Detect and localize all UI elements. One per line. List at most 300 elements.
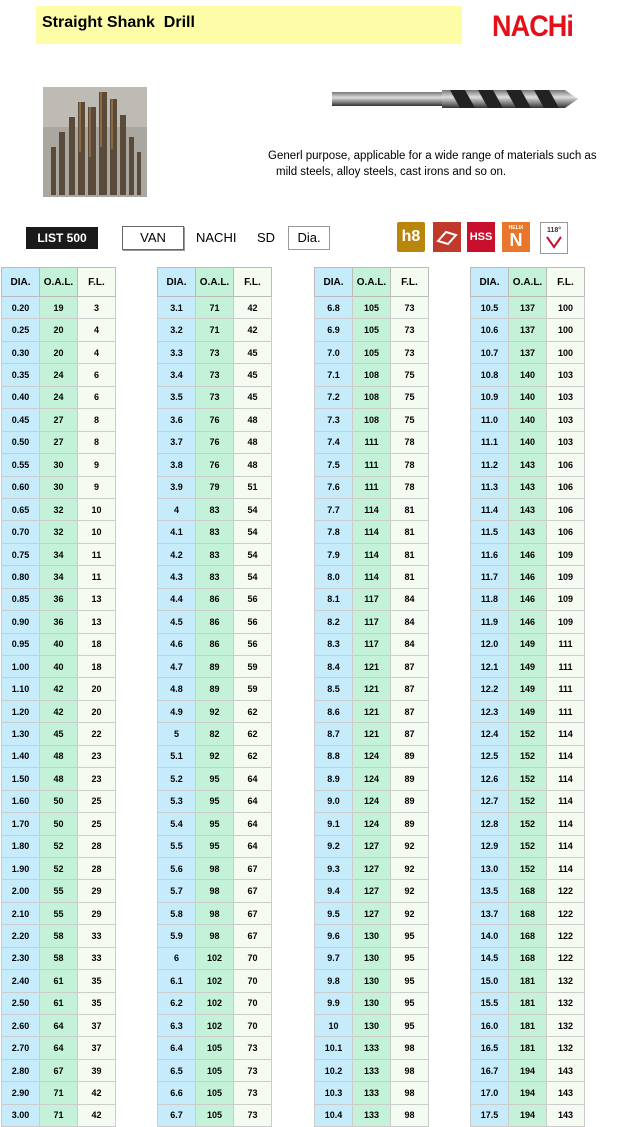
oal-cell: 181 xyxy=(509,970,547,992)
table-row xyxy=(315,431,429,453)
header-fl: F.L. xyxy=(78,268,116,297)
fl-cell: 92 xyxy=(391,835,429,857)
fl-cell: 20 xyxy=(78,700,116,722)
oal-cell: 124 xyxy=(353,790,391,812)
dia-cell: 11.6 xyxy=(471,543,509,565)
oal-cell: 152 xyxy=(509,857,547,879)
fl-cell: 75 xyxy=(391,364,429,386)
table-row xyxy=(2,1104,116,1126)
dia-cell: 3.4 xyxy=(158,364,196,386)
fl-cell: 9 xyxy=(78,476,116,498)
dia-cell: 6.1 xyxy=(158,970,196,992)
oal-cell: 86 xyxy=(196,611,234,633)
fl-cell: 106 xyxy=(547,498,585,520)
table-row xyxy=(158,386,272,408)
fl-cell: 103 xyxy=(547,431,585,453)
table-row xyxy=(315,902,429,924)
oal-cell: 124 xyxy=(353,768,391,790)
description xyxy=(268,148,618,180)
dia-cell: 5.6 xyxy=(158,857,196,879)
oal-cell: 98 xyxy=(196,857,234,879)
table-row xyxy=(315,521,429,543)
fl-cell: 95 xyxy=(391,925,429,947)
oal-cell: 20 xyxy=(40,341,78,363)
table-row xyxy=(315,476,429,498)
fl-cell: 3 xyxy=(78,297,116,319)
oal-cell: 117 xyxy=(353,588,391,610)
table-row xyxy=(158,409,272,431)
oal-cell: 114 xyxy=(353,498,391,520)
table-row xyxy=(471,857,585,879)
table-row xyxy=(471,521,585,543)
oal-cell: 71 xyxy=(40,1104,78,1126)
fl-cell: 35 xyxy=(78,992,116,1014)
table-row xyxy=(158,813,272,835)
fl-cell: 73 xyxy=(234,1104,272,1126)
oal-cell: 117 xyxy=(353,633,391,655)
oal-cell: 105 xyxy=(196,1082,234,1104)
table-row xyxy=(471,656,585,678)
oal-cell: 111 xyxy=(353,454,391,476)
dia-cell: 2.90 xyxy=(2,1082,40,1104)
oal-cell: 36 xyxy=(40,611,78,633)
oal-cell: 105 xyxy=(196,1037,234,1059)
dia-cell: 12.5 xyxy=(471,745,509,767)
dia-cell: 8.3 xyxy=(315,633,353,655)
drill-illustration xyxy=(330,84,580,114)
fl-cell: 122 xyxy=(547,947,585,969)
dia-cell: 7.2 xyxy=(315,386,353,408)
oal-cell: 114 xyxy=(353,566,391,588)
dia-cell: 7.4 xyxy=(315,431,353,453)
dia-cell: 15.0 xyxy=(471,970,509,992)
header-oal: O.A.L. xyxy=(509,268,547,297)
oal-cell: 50 xyxy=(40,813,78,835)
oal-cell: 32 xyxy=(40,521,78,543)
oal-cell: 89 xyxy=(196,656,234,678)
table-row xyxy=(158,431,272,453)
oal-cell: 108 xyxy=(353,364,391,386)
dia-cell: 11.3 xyxy=(471,476,509,498)
dia-cell: 7.8 xyxy=(315,521,353,543)
fl-cell: 11 xyxy=(78,543,116,565)
fl-cell: 87 xyxy=(391,723,429,745)
oal-cell: 64 xyxy=(40,1015,78,1037)
table-row xyxy=(315,319,429,341)
oal-cell: 181 xyxy=(509,1015,547,1037)
fl-cell: 84 xyxy=(391,633,429,655)
fl-cell: 95 xyxy=(391,992,429,1014)
oal-cell: 127 xyxy=(353,880,391,902)
oal-cell: 143 xyxy=(509,476,547,498)
oal-cell: 133 xyxy=(353,1104,391,1126)
table-row xyxy=(2,992,116,1014)
fl-cell: 8 xyxy=(78,409,116,431)
fl-cell: 103 xyxy=(547,409,585,431)
dia-cell: 11.0 xyxy=(471,409,509,431)
dia-cell: 4.4 xyxy=(158,588,196,610)
fl-cell: 103 xyxy=(547,364,585,386)
table-header-row xyxy=(315,268,429,297)
table-row xyxy=(315,386,429,408)
dia-cell: 3.3 xyxy=(158,341,196,363)
dia-cell: 5.2 xyxy=(158,768,196,790)
table-row xyxy=(2,588,116,610)
dia-cell: 6.5 xyxy=(158,1059,196,1081)
oal-cell: 36 xyxy=(40,588,78,610)
dia-cell: 0.90 xyxy=(2,611,40,633)
dia-cell: 1.30 xyxy=(2,723,40,745)
header-dia: DIA. xyxy=(315,268,353,297)
oal-cell: 149 xyxy=(509,656,547,678)
dia-cell: 4 xyxy=(158,498,196,520)
oal-cell: 73 xyxy=(196,341,234,363)
oal-cell: 130 xyxy=(353,947,391,969)
oal-cell: 34 xyxy=(40,543,78,565)
fl-cell: 114 xyxy=(547,790,585,812)
dia-cell: 11.2 xyxy=(471,454,509,476)
dia-cell: 4.8 xyxy=(158,678,196,700)
dia-cell: 9.2 xyxy=(315,835,353,857)
oal-cell: 108 xyxy=(353,386,391,408)
fl-cell: 109 xyxy=(547,566,585,588)
fl-cell: 29 xyxy=(78,880,116,902)
dia-cell: 9.6 xyxy=(315,925,353,947)
table-row xyxy=(315,768,429,790)
table-row xyxy=(2,409,116,431)
table-row xyxy=(315,790,429,812)
table-row xyxy=(471,611,585,633)
table-row xyxy=(2,835,116,857)
fl-cell: 114 xyxy=(547,813,585,835)
dia-cell: 12.8 xyxy=(471,813,509,835)
dia-cell: 8.9 xyxy=(315,768,353,790)
dia-cell: 11.9 xyxy=(471,611,509,633)
header-fl: F.L. xyxy=(391,268,429,297)
description-line-2: mild steels, alloy steels, cast irons and so on. xyxy=(276,166,507,178)
oal-cell: 149 xyxy=(509,633,547,655)
oal-cell: 133 xyxy=(353,1037,391,1059)
size-table-4 xyxy=(470,267,585,1127)
oal-cell: 73 xyxy=(196,386,234,408)
table-row xyxy=(158,656,272,678)
fl-cell: 81 xyxy=(391,543,429,565)
oal-cell: 117 xyxy=(353,611,391,633)
table-row xyxy=(471,768,585,790)
fl-cell: 6 xyxy=(78,364,116,386)
oal-cell: 127 xyxy=(353,857,391,879)
dia-cell: 2.00 xyxy=(2,880,40,902)
fl-cell: 106 xyxy=(547,521,585,543)
point-angle-118-icon xyxy=(540,222,568,254)
fl-cell: 75 xyxy=(391,409,429,431)
fl-cell: 25 xyxy=(78,813,116,835)
oal-cell: 143 xyxy=(509,498,547,520)
table-row xyxy=(315,454,429,476)
oal-cell: 105 xyxy=(353,297,391,319)
oal-cell: 71 xyxy=(196,319,234,341)
oal-cell: 42 xyxy=(40,678,78,700)
oal-cell: 108 xyxy=(353,409,391,431)
dia-box: Dia. xyxy=(288,226,330,250)
dia-cell: 8.6 xyxy=(315,700,353,722)
table-row xyxy=(158,633,272,655)
table-row xyxy=(158,1104,272,1126)
oal-cell: 111 xyxy=(353,476,391,498)
dia-cell: 0.50 xyxy=(2,431,40,453)
fl-cell: 84 xyxy=(391,588,429,610)
oal-cell: 95 xyxy=(196,813,234,835)
dia-cell: 10.5 xyxy=(471,297,509,319)
table-row xyxy=(2,297,116,319)
fl-cell: 100 xyxy=(547,341,585,363)
fl-cell: 70 xyxy=(234,970,272,992)
dia-cell: 9.0 xyxy=(315,790,353,812)
table-row xyxy=(2,790,116,812)
fl-cell: 78 xyxy=(391,454,429,476)
dia-cell: 5 xyxy=(158,723,196,745)
fl-cell: 10 xyxy=(78,498,116,520)
table-row xyxy=(2,1037,116,1059)
table-row xyxy=(2,521,116,543)
dia-cell: 2.60 xyxy=(2,1015,40,1037)
oal-cell: 58 xyxy=(40,947,78,969)
fl-cell: 18 xyxy=(78,633,116,655)
fl-cell: 62 xyxy=(234,723,272,745)
dia-cell: 6.8 xyxy=(315,297,353,319)
table-row xyxy=(2,723,116,745)
fl-cell: 56 xyxy=(234,611,272,633)
oal-cell: 114 xyxy=(353,521,391,543)
fl-cell: 23 xyxy=(78,745,116,767)
oal-cell: 34 xyxy=(40,566,78,588)
table-row xyxy=(158,319,272,341)
table-row xyxy=(2,543,116,565)
fl-cell: 67 xyxy=(234,857,272,879)
dia-cell: 1.00 xyxy=(2,656,40,678)
fl-cell: 111 xyxy=(547,700,585,722)
dia-cell: 4.1 xyxy=(158,521,196,543)
fl-cell: 87 xyxy=(391,678,429,700)
table-row xyxy=(471,633,585,655)
dia-cell: 1.90 xyxy=(2,857,40,879)
oal-cell: 102 xyxy=(196,947,234,969)
dia-cell: 1.70 xyxy=(2,813,40,835)
fl-cell: 73 xyxy=(391,341,429,363)
oal-cell: 24 xyxy=(40,364,78,386)
table-row xyxy=(2,745,116,767)
fl-cell: 132 xyxy=(547,1015,585,1037)
oal-cell: 111 xyxy=(353,431,391,453)
oal-cell: 121 xyxy=(353,700,391,722)
dia-cell: 1.40 xyxy=(2,745,40,767)
table-row xyxy=(315,341,429,363)
dia-cell: 7.9 xyxy=(315,543,353,565)
fl-cell: 109 xyxy=(547,588,585,610)
dia-cell: 1.20 xyxy=(2,700,40,722)
table-row xyxy=(315,297,429,319)
table-row xyxy=(158,611,272,633)
fl-cell: 98 xyxy=(391,1037,429,1059)
oal-cell: 114 xyxy=(353,543,391,565)
dia-cell: 8.0 xyxy=(315,566,353,588)
table-row xyxy=(315,700,429,722)
fl-cell: 62 xyxy=(234,700,272,722)
dia-cell: 3.2 xyxy=(158,319,196,341)
dia-cell: 5.4 xyxy=(158,813,196,835)
table-row xyxy=(315,813,429,835)
dia-cell: 2.80 xyxy=(2,1059,40,1081)
oal-cell: 55 xyxy=(40,880,78,902)
page-title: Straight Shank Drill xyxy=(42,14,195,31)
oal-cell: 48 xyxy=(40,768,78,790)
table-row xyxy=(471,947,585,969)
header-dia: DIA. xyxy=(471,268,509,297)
dia-cell: 6.9 xyxy=(315,319,353,341)
table-row xyxy=(2,768,116,790)
oal-cell: 168 xyxy=(509,947,547,969)
oal-cell: 146 xyxy=(509,543,547,565)
table-row xyxy=(158,1082,272,1104)
table-row xyxy=(158,1015,272,1037)
dia-cell: 9.4 xyxy=(315,880,353,902)
dia-cell: 4.2 xyxy=(158,543,196,565)
table-row xyxy=(471,431,585,453)
oal-cell: 71 xyxy=(196,297,234,319)
table-row xyxy=(471,364,585,386)
oal-cell: 61 xyxy=(40,970,78,992)
oal-cell: 20 xyxy=(40,319,78,341)
table-row xyxy=(471,992,585,1014)
table-row xyxy=(2,611,116,633)
table-row xyxy=(2,813,116,835)
dia-cell: 0.40 xyxy=(2,386,40,408)
table-row xyxy=(2,857,116,879)
fl-cell: 10 xyxy=(78,521,116,543)
dia-cell: 0.65 xyxy=(2,498,40,520)
table-header-row xyxy=(158,268,272,297)
table-row xyxy=(158,521,272,543)
dia-cell: 6.2 xyxy=(158,992,196,1014)
drill-set-photo xyxy=(43,87,147,197)
dia-cell: 3.00 xyxy=(2,1104,40,1126)
helix-n-icon xyxy=(502,222,530,252)
table-row xyxy=(315,1015,429,1037)
fl-cell: 6 xyxy=(78,386,116,408)
fl-cell: 56 xyxy=(234,588,272,610)
oal-cell: 27 xyxy=(40,431,78,453)
table-row xyxy=(471,1015,585,1037)
table-row xyxy=(315,745,429,767)
fl-cell: 54 xyxy=(234,498,272,520)
list-badge: LIST 500 xyxy=(26,227,98,249)
table-row xyxy=(158,790,272,812)
fl-cell: 9 xyxy=(78,454,116,476)
dia-cell: 4.7 xyxy=(158,656,196,678)
fl-cell: 111 xyxy=(547,633,585,655)
fl-cell: 114 xyxy=(547,768,585,790)
oal-cell: 76 xyxy=(196,454,234,476)
table-row xyxy=(471,1104,585,1126)
fl-cell: 54 xyxy=(234,566,272,588)
dia-cell: 5.9 xyxy=(158,925,196,947)
fl-cell: 37 xyxy=(78,1037,116,1059)
dia-cell: 7.6 xyxy=(315,476,353,498)
oal-cell: 168 xyxy=(509,902,547,924)
dia-cell: 8.4 xyxy=(315,656,353,678)
oal-cell: 149 xyxy=(509,700,547,722)
dia-cell: 3.1 xyxy=(158,297,196,319)
dia-cell: 3.9 xyxy=(158,476,196,498)
dia-cell: 9.8 xyxy=(315,970,353,992)
oal-cell: 64 xyxy=(40,1037,78,1059)
oal-cell: 83 xyxy=(196,498,234,520)
table-row xyxy=(471,925,585,947)
dia-cell: 10.9 xyxy=(471,386,509,408)
fl-cell: 48 xyxy=(234,454,272,476)
fl-cell: 70 xyxy=(234,992,272,1014)
header-oal: O.A.L. xyxy=(196,268,234,297)
dia-cell: 4.6 xyxy=(158,633,196,655)
oal-cell: 127 xyxy=(353,902,391,924)
fl-cell: 95 xyxy=(391,970,429,992)
dia-cell: 0.85 xyxy=(2,588,40,610)
table-row xyxy=(471,1082,585,1104)
table-row xyxy=(471,790,585,812)
oal-cell: 86 xyxy=(196,633,234,655)
fl-cell: 100 xyxy=(547,319,585,341)
table-row xyxy=(158,992,272,1014)
table-row xyxy=(2,925,116,947)
oal-cell: 140 xyxy=(509,364,547,386)
table-row xyxy=(2,1015,116,1037)
dia-cell: 0.95 xyxy=(2,633,40,655)
fl-cell: 20 xyxy=(78,678,116,700)
dia-cell: 2.10 xyxy=(2,902,40,924)
size-table-1 xyxy=(1,267,116,1127)
dia-cell: 14.0 xyxy=(471,925,509,947)
fl-cell: 92 xyxy=(391,902,429,924)
table-row xyxy=(158,1059,272,1081)
fl-cell: 95 xyxy=(391,1015,429,1037)
fl-cell: 81 xyxy=(391,521,429,543)
table-row xyxy=(315,1104,429,1126)
oal-cell: 102 xyxy=(196,1015,234,1037)
fl-cell: 87 xyxy=(391,700,429,722)
dia-cell: 8.7 xyxy=(315,723,353,745)
table-row xyxy=(2,431,116,453)
dia-cell: 0.70 xyxy=(2,521,40,543)
dia-cell: 7.7 xyxy=(315,498,353,520)
fl-cell: 114 xyxy=(547,723,585,745)
fl-cell: 70 xyxy=(234,947,272,969)
table-row xyxy=(2,678,116,700)
fl-cell: 48 xyxy=(234,409,272,431)
oal-cell: 24 xyxy=(40,386,78,408)
oal-cell: 95 xyxy=(196,835,234,857)
table-row xyxy=(315,364,429,386)
dia-cell: 7.1 xyxy=(315,364,353,386)
table-row xyxy=(158,476,272,498)
dia-cell: 7.0 xyxy=(315,341,353,363)
oal-cell: 124 xyxy=(353,813,391,835)
size-table-2 xyxy=(157,267,272,1127)
table-row xyxy=(315,633,429,655)
fl-cell: 81 xyxy=(391,498,429,520)
fl-cell: 45 xyxy=(234,364,272,386)
oal-cell: 83 xyxy=(196,543,234,565)
oal-cell: 140 xyxy=(509,409,547,431)
